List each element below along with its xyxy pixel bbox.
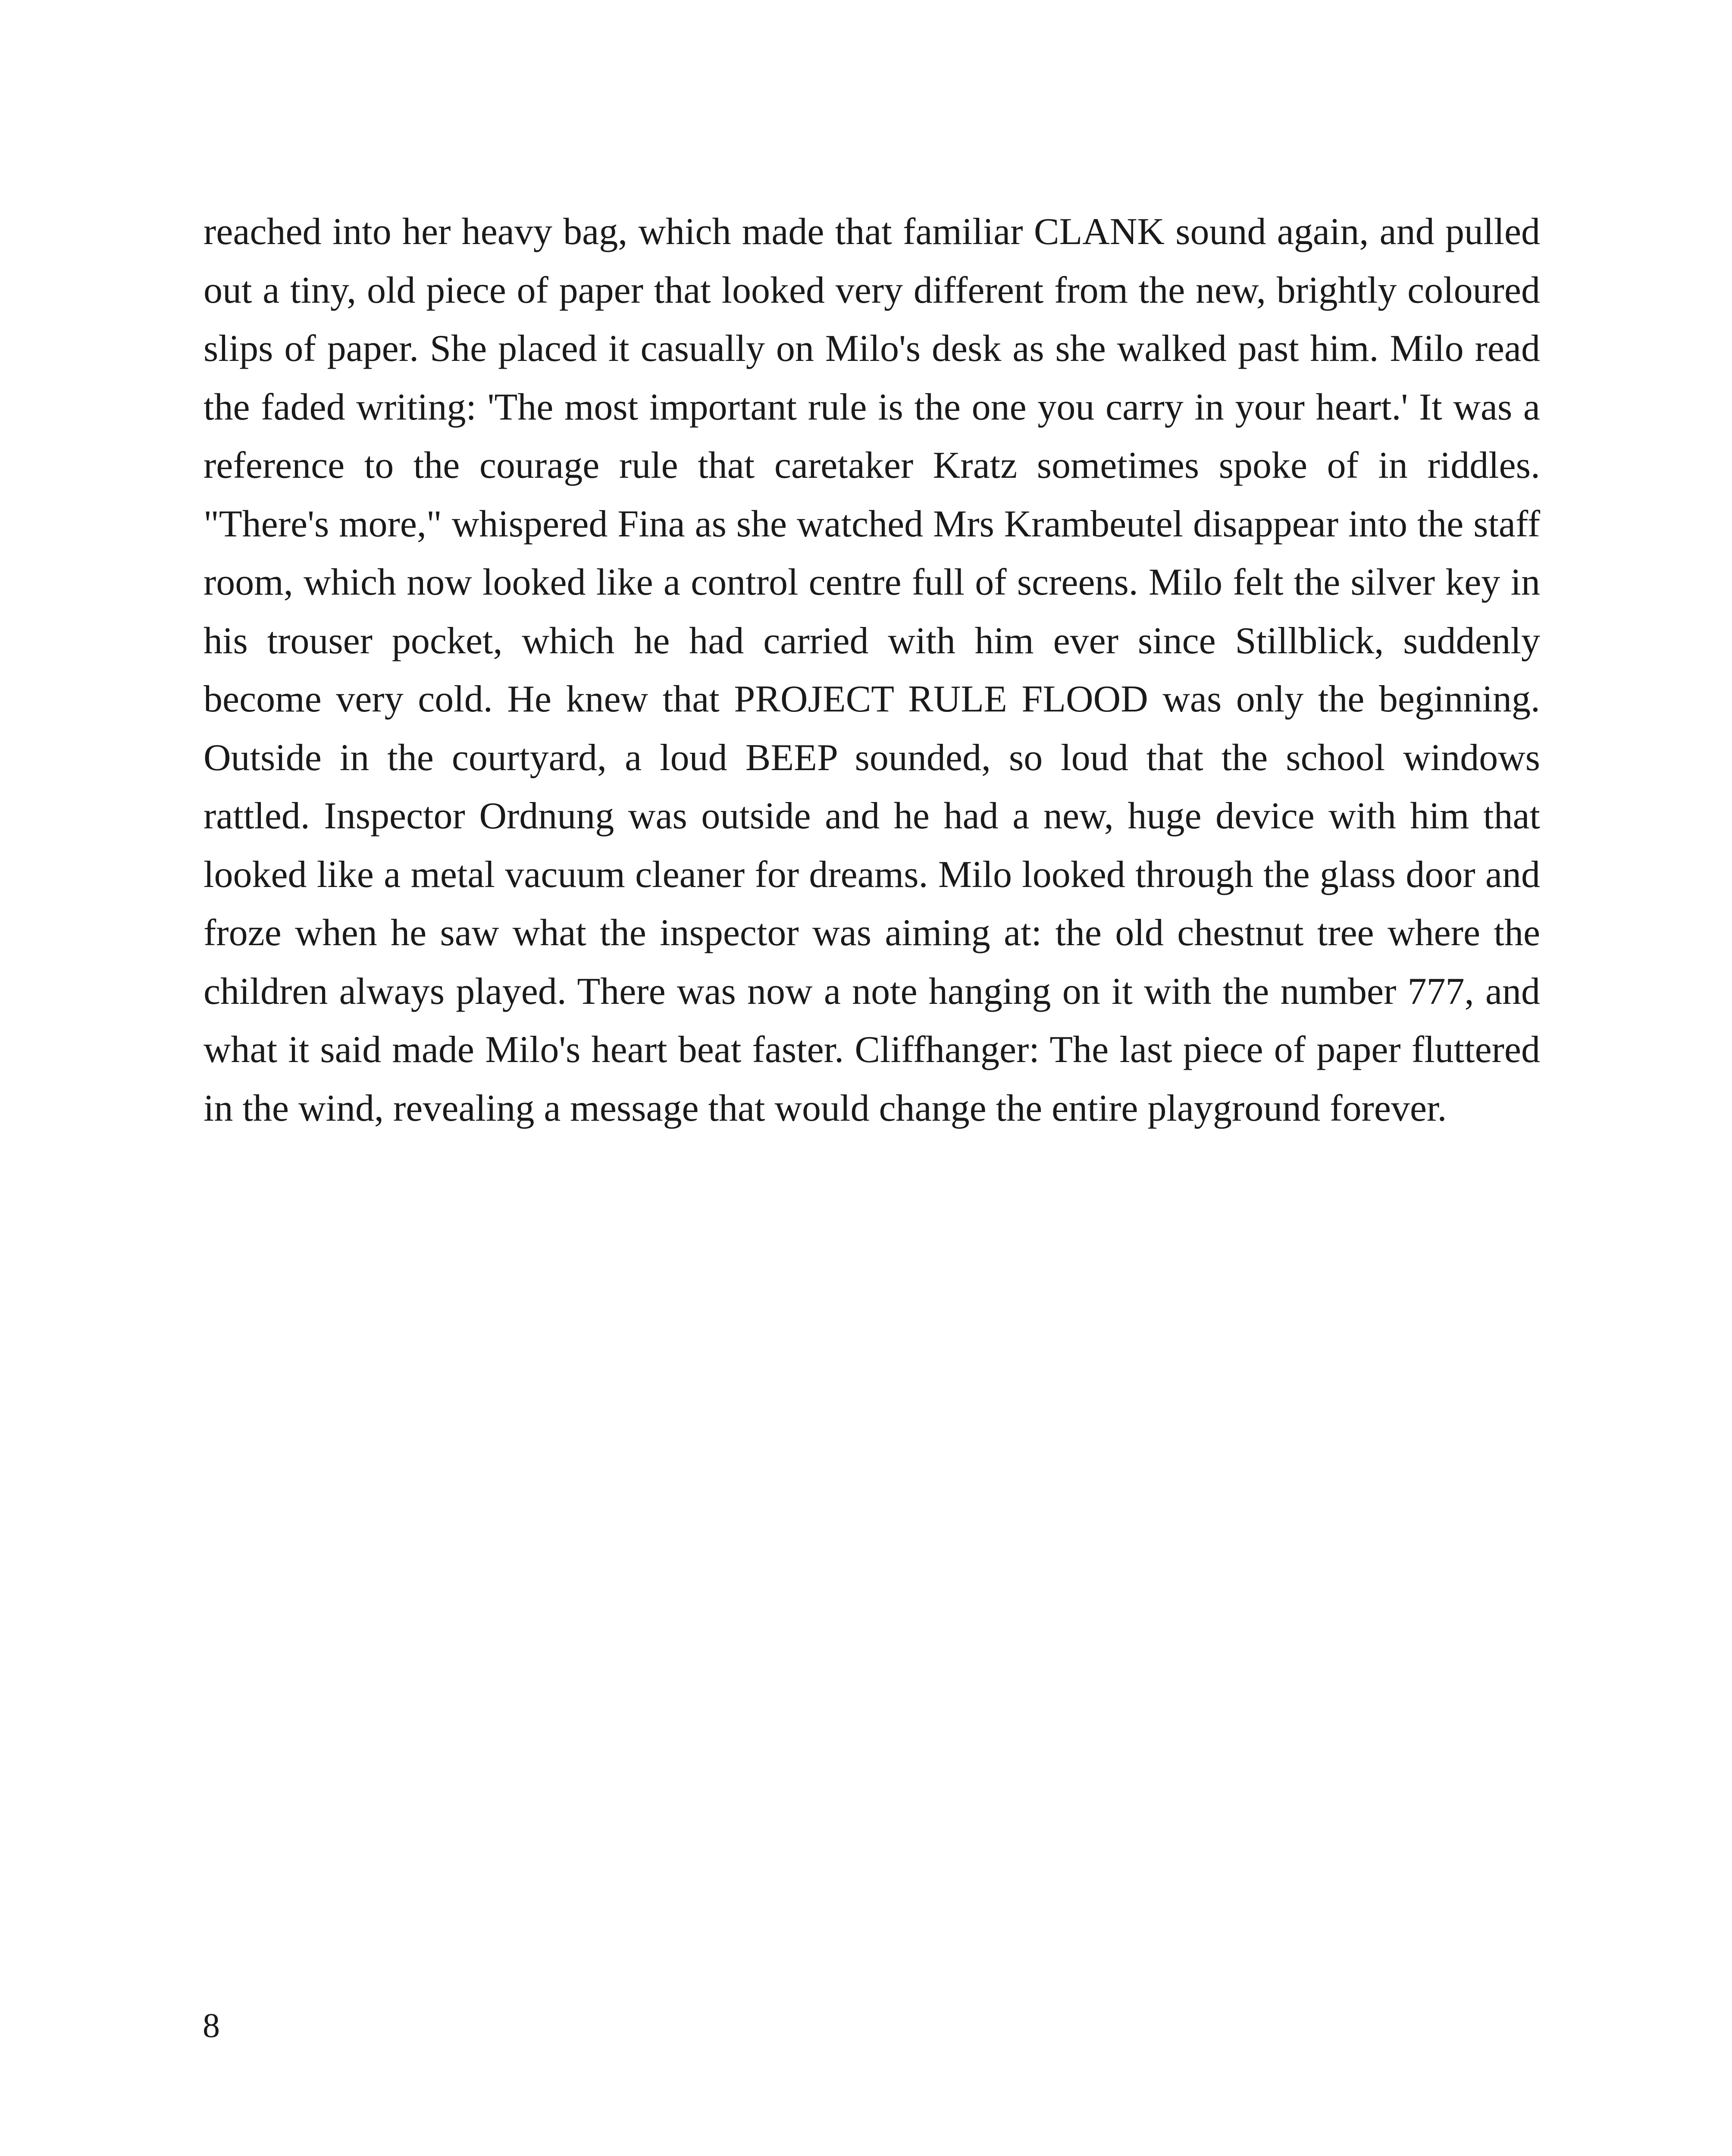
- body-paragraph: reached into her heavy bag, which made that familiar CLANK sound again, and pulled out a tiny, old piece of paper that looked very different from the new, brightly coloured slips of paper. She placed it casually on Milo's desk as she walked past him. Milo read the faded writing: 'The most important rule is the one you carry in your heart.' It was a reference to the courage rule that caretaker Kratz sometimes spoke of in riddles. "There's more," whispered Fina as she watched Mrs Krambeutel disappear into the staff room, which now looked like a control centre full of screens. Milo felt the silver key in his trouser pocket, which he had carried with him ever since Stillblick, suddenly become very cold. He knew that PROJECT RULE FLOOD was only the beginning. Outside in the courtyard, a loud BEEP sounded, so loud that the school windows rattled. Inspector Ordnung was outside and he had a new, huge device with him that looked like a metal vacuum cleaner for dreams. Milo looked through the glass door and froze when he saw what the inspector was aiming at: the old chestnut tree where the children always played. There was now a note hanging on it with the number 777, and what it said made Milo's heart beat faster. Cliffhanger: The last piece of paper fluttered in the wind, revealing a message that would change the entire playground forever.: [204, 211, 1540, 1129]
- page-number: 8: [203, 2007, 220, 2045]
